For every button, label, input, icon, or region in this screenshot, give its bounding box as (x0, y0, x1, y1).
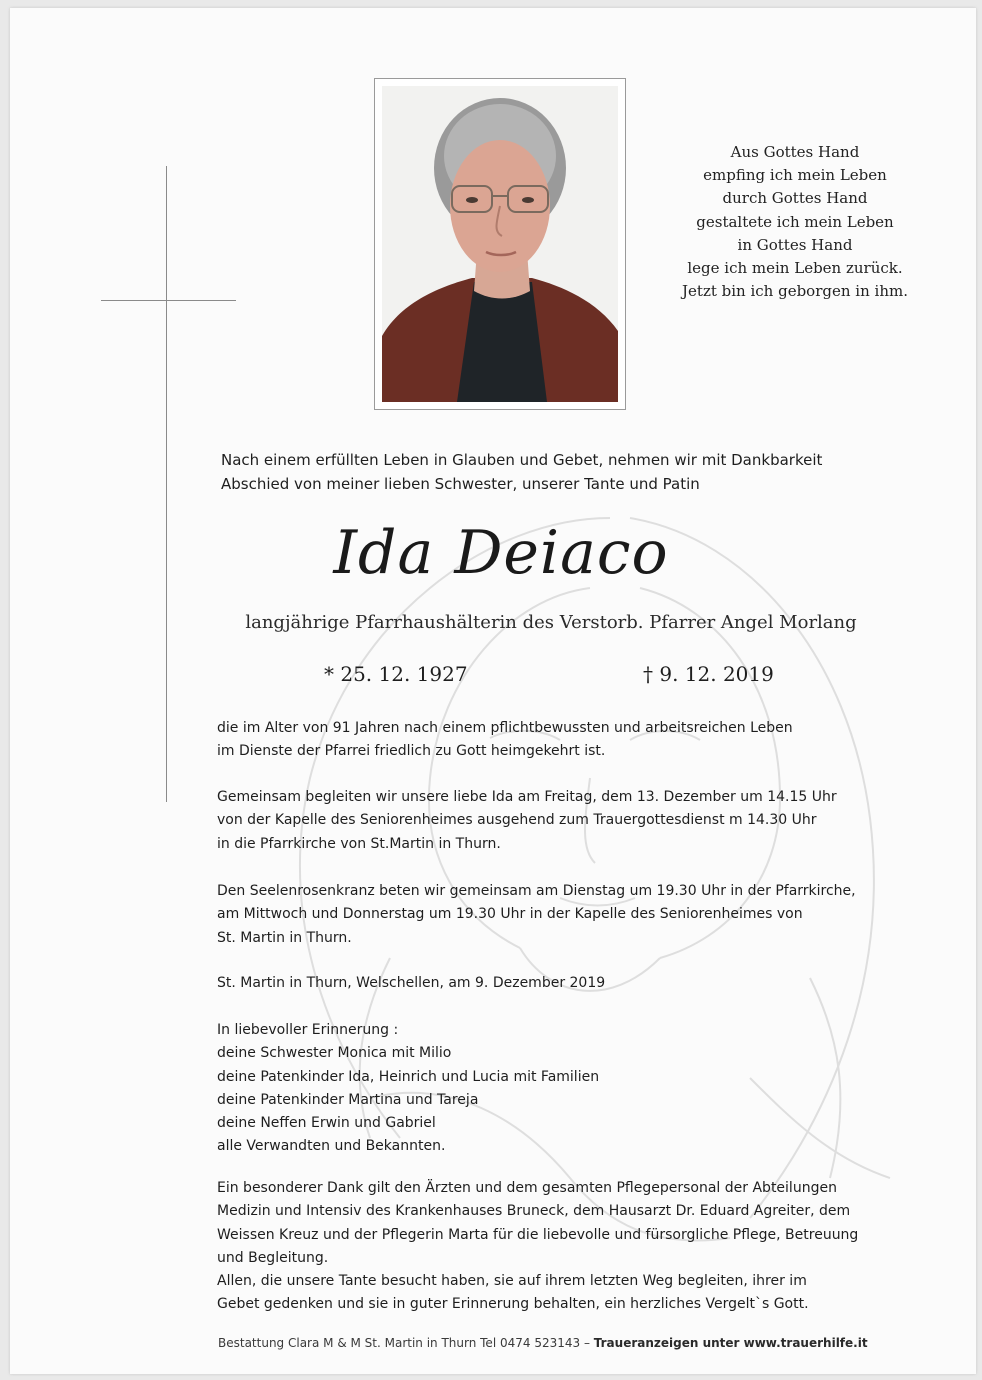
mourner-line: deine Patenkinder Ida, Heinrich und Lucia mit Familien (217, 1068, 600, 1085)
poem-line: Jetzt bin ich geborgen in ihm. (682, 282, 908, 301)
mourner-line: deine Patenkinder Martina und Tareja (217, 1091, 479, 1108)
death-date: † 9. 12. 2019 (643, 662, 774, 686)
birth-date: * 25. 12. 1927 (324, 662, 468, 686)
intro-line: Nach einem erfüllten Leben in Glauben und Gebet, nehmen wir mit Dankbarkeit (221, 451, 823, 469)
paragraph-line: Den Seelenrosenkranz beten wir gemeinsam am Dienstag um 19.30 Uhr in der Pfarrkirche, (217, 883, 856, 899)
poem (650, 141, 940, 303)
poem-line: gestaltete ich mein Leben (696, 212, 894, 231)
footer (218, 1336, 868, 1350)
intro-text (221, 448, 822, 496)
mourner-line: alle Verwandten und Bekannten. (217, 1138, 446, 1155)
deceased-role: langjährige Pfarrhaushälterin des Verstorb. Pfarrer Angel Morlang (245, 612, 857, 633)
cross-vertical-bar (166, 166, 167, 802)
paragraph-line: Gebet gedenken und sie in guter Erinnerung behalten, ein herzliches Vergelt`s Gott. (217, 1296, 809, 1313)
thanks-paragraph (217, 1177, 858, 1317)
funeral-paragraph (217, 786, 837, 856)
age-paragraph (217, 717, 793, 764)
paragraph-line: Medizin und Intensiv des Krankenhauses Bruneck, dem Hausarzt Dr. Eduard Agreiter, dem (217, 1203, 851, 1220)
poem-line: empfing ich mein Leben (703, 166, 887, 185)
poem-line: lege ich mein Leben zurück. (687, 259, 903, 278)
obituary-sheet (10, 8, 976, 1374)
paragraph-line: Gemeinsam begleiten wir unsere liebe Ida am Freitag, dem 13. Dezember um 14.15 Uhr (217, 789, 837, 805)
rosary-paragraph (217, 880, 856, 950)
portrait-illustration (382, 86, 618, 402)
paragraph-line: im Dienste der Pfarrei friedlich zu Gott heimgekehrt ist. (217, 743, 606, 760)
mourner-line: deine Neffen Erwin und Gabriel (217, 1115, 436, 1132)
footer-website: Traueranzeigen unter www.trauerhilfe.it (593, 1336, 868, 1350)
paragraph-line: Ein besonderer Dank gilt den Ärzten und dem gesamten Pflegepersonal der Abteilungen (217, 1180, 837, 1196)
deceased-name: Ida Deiaco (333, 518, 669, 588)
poem-line: Aus Gottes Hand (730, 143, 860, 161)
portrait-frame (374, 78, 626, 410)
footer-undertaker: Bestattung Clara M & M St. Martin in Thurn Tel 0474 523143 – (218, 1336, 594, 1350)
mourners-list (217, 1019, 599, 1159)
portrait-photo (382, 86, 618, 402)
mourner-line: deine Schwester Monica mit Milio (217, 1045, 452, 1062)
paragraph-line: in die Pfarrkirche von St.Martin in Thurn. (217, 835, 501, 852)
mourner-line: In liebevoller Erinnerung : (217, 1022, 399, 1038)
intro-line: Abschied von meiner lieben Schwester, unserer Tante und Patin (221, 475, 700, 493)
paragraph-line: St. Martin in Thurn. (217, 929, 352, 946)
paragraph-line: und Begleitung. (217, 1249, 329, 1266)
poem-line: durch Gottes Hand (722, 189, 868, 208)
paragraph-line: von der Kapelle des Seniorenheimes ausgehend zum Trauergottesdienst m 14.30 Uhr (217, 812, 817, 829)
paragraph-line: die im Alter von 91 Jahren nach einem pflichtbewussten und arbeitsreichen Leben (217, 720, 793, 736)
paragraph-line: am Mittwoch und Donnerstag um 19.30 Uhr in der Kapelle des Seniorenheimes von (217, 906, 803, 923)
paragraph-line: St. Martin in Thurn, Welschellen, am 9. Dezember 2019 (217, 975, 606, 991)
place-date (217, 972, 605, 995)
cross-horizontal-bar (101, 300, 236, 301)
poem-line: in Gottes Hand (737, 235, 853, 254)
paragraph-line: Weissen Kreuz und der Pflegerin Marta für die liebevolle und fürsorgliche Pflege, Betreuung (217, 1226, 859, 1243)
paragraph-line: Allen, die unsere Tante besucht haben, sie auf ihrem letzten Weg begleiten, ihrer im (217, 1273, 807, 1290)
